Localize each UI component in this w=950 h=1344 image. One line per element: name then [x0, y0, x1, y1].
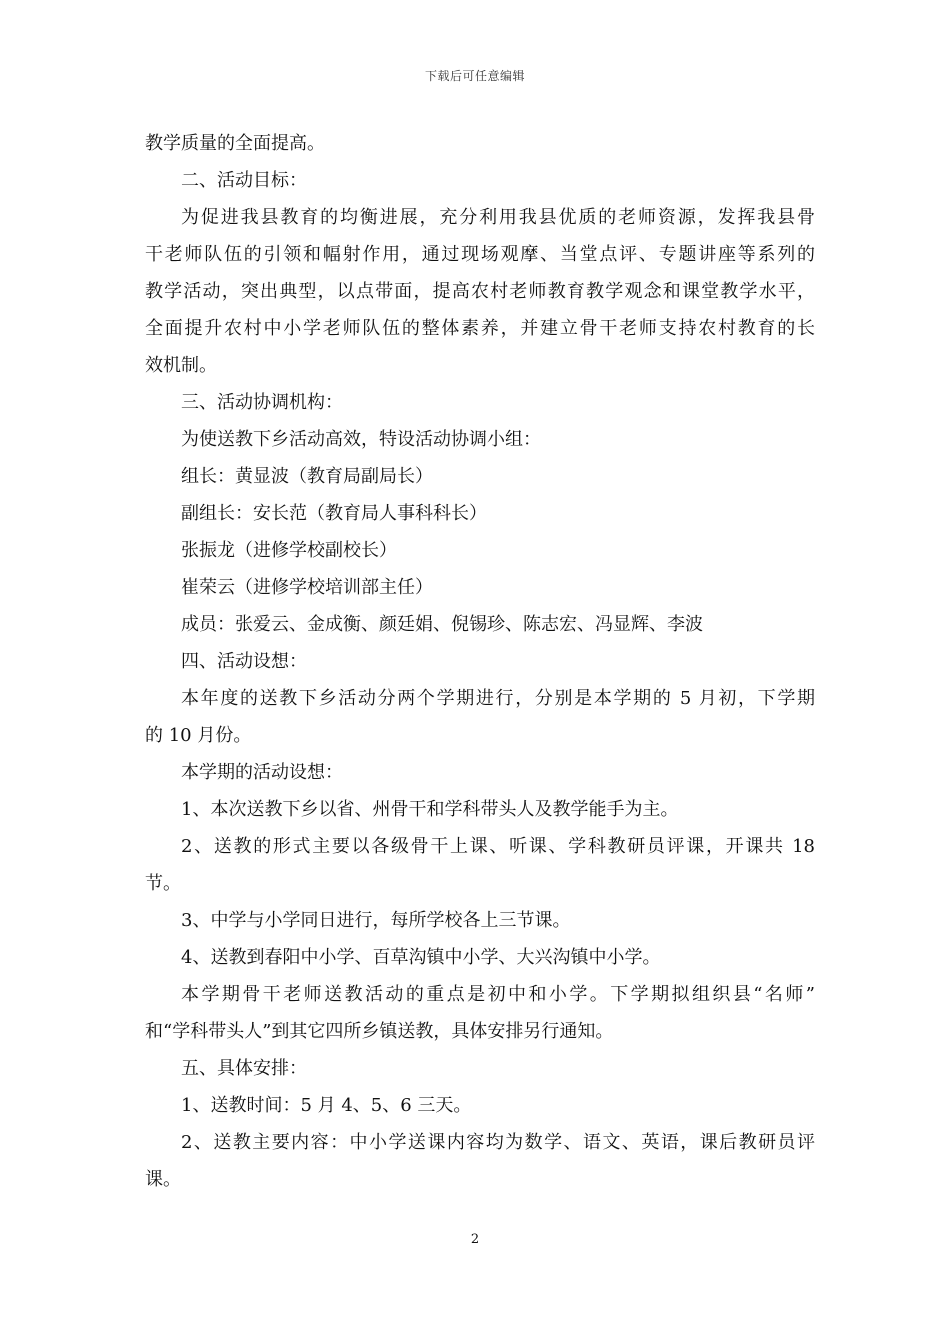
- paragraph-line: 本学期骨干老师送教活动的重点是初中和小学。下学期拟组织县“名师”: [181, 984, 815, 1005]
- page-header: 下载后可任意编辑: [424, 69, 525, 83]
- section-heading-goals: 二、活动目标：: [181, 170, 307, 191]
- section-heading-organization: 三、活动协调机构：: [181, 392, 343, 413]
- section-heading-plan: 四、活动设想：: [181, 651, 307, 672]
- list-item: 1、送教时间：5 月 4、5、6 三天。: [181, 1095, 472, 1116]
- paragraph-line: 本学期的活动设想：: [181, 762, 343, 783]
- paragraph-line: 和“学科带头人”到其它四所乡镇送教，具体安排另行通知。: [145, 1021, 614, 1042]
- list-item: 2、送教的形式主要以各级骨干上课、听课、学科教研员评课，开课共 18: [181, 836, 815, 857]
- page-number: 2: [470, 1232, 480, 1247]
- paragraph-line: 教学活动，突出典型，以点带面，提高农村老师教育教学观念和课堂教学水平，: [145, 281, 815, 302]
- paragraph-line: 节。: [145, 873, 181, 894]
- member-line: 张振龙（进修学校副校长）: [181, 540, 397, 561]
- paragraph-line: 全面提升农村中小学老师队伍的整体素养，并建立骨干老师支持农村教育的长: [145, 318, 815, 339]
- member-line: 副组长：安长范（教育局人事科科长）: [181, 503, 487, 524]
- document-body: [145, 125, 815, 1198]
- paragraph-line: 效机制。: [145, 355, 217, 376]
- paragraph-line: 干老师队伍的引领和幅射作用，通过现场观摩、当堂点评、专题讲座等系列的: [145, 244, 815, 265]
- list-item: 3、中学与小学同日进行，每所学校各上三节课。: [181, 910, 571, 931]
- member-line: 成员：张爱云、金成衡、颜廷娟、倪锡珍、陈志宏、冯显辉、李波: [181, 614, 703, 635]
- paragraph-line: 课。: [145, 1169, 181, 1190]
- paragraph-line: 本年度的送教下乡活动分两个学期进行，分别是本学期的 5 月初，下学期: [181, 688, 815, 709]
- member-line: 组长：黄显波（教育局副局长）: [181, 466, 433, 487]
- paragraph-line: 为促进我县教育的均衡进展，充分利用我县优质的老师资源，发挥我县骨: [181, 207, 815, 228]
- list-item: 2、送教主要内容：中小学送课内容均为数学、语文、英语，课后教研员评: [181, 1132, 815, 1153]
- paragraph-line: 教学质量的全面提高。: [145, 133, 325, 154]
- member-line: 崔荣云（进修学校培训部主任）: [181, 577, 433, 598]
- paragraph-line: 的 10 月份。: [145, 725, 252, 746]
- section-heading-schedule: 五、具体安排：: [181, 1058, 307, 1079]
- list-item: 1、本次送教下乡以省、州骨干和学科带头人及教学能手为主。: [181, 799, 679, 820]
- list-item: 4、送教到春阳中小学、百草沟镇中小学、大兴沟镇中小学。: [181, 947, 661, 968]
- paragraph-line: 为使送教下乡活动高效，特设活动协调小组：: [181, 429, 541, 450]
